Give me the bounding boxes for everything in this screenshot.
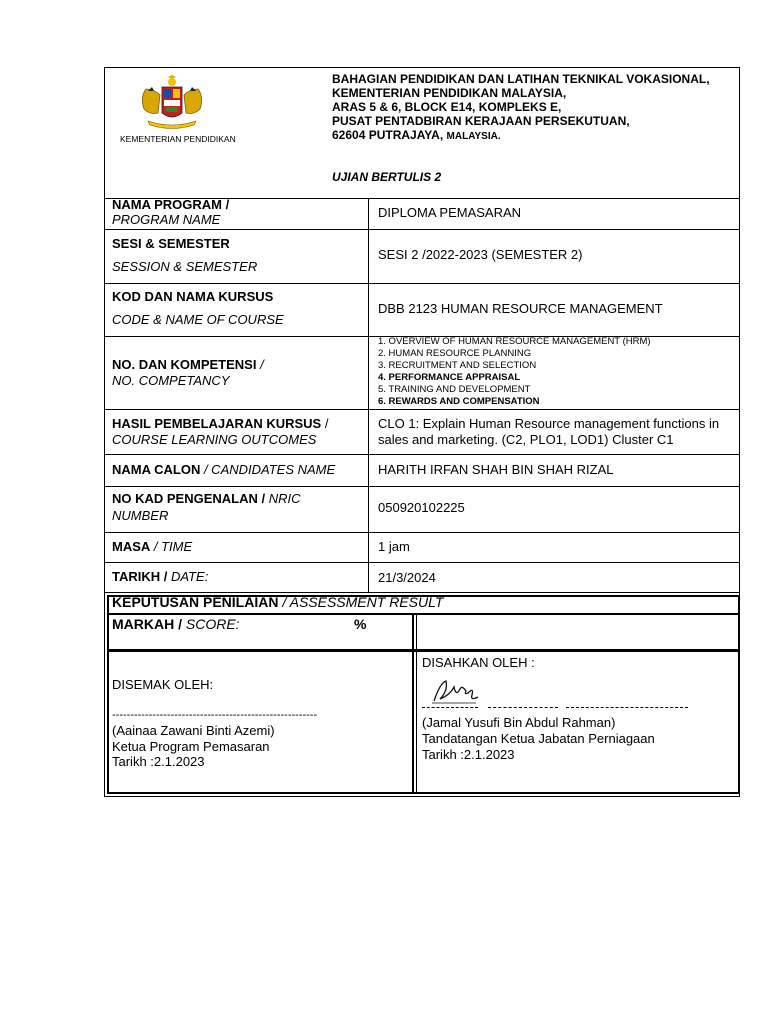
checked-by-heading: DISEMAK OLEH:: [112, 677, 214, 692]
competency-item: 6. REWARDS AND COMPENSATION: [378, 396, 540, 407]
nric-label: [112, 492, 301, 507]
date-label-en: DATE:: [167, 569, 209, 584]
competency-item: 2. HUMAN RESOURCE PLANNING: [378, 348, 532, 359]
approved-by-signature-line: [488, 707, 558, 708]
approved-by-signature-line: [422, 707, 478, 708]
row-divider: [104, 532, 740, 533]
candidate-label-en: / CANDIDATES NAME: [200, 462, 336, 477]
clo-label-en: COURSE LEARNING OUTCOMES: [112, 432, 317, 447]
course-label-ms: KOD DAN NAMA KURSUS: [112, 289, 274, 304]
checked-by-date: Tarikh :2.1.2023: [112, 754, 205, 769]
nric-label-en: NRIC: [265, 491, 301, 506]
program-value: DIPLOMA PEMASARAN: [378, 205, 522, 220]
candidate-label: [112, 463, 335, 478]
clo-label-ms: HASIL PEMBELAJARAN KURSUS: [112, 416, 322, 431]
approved-by-signature: [430, 677, 482, 707]
clo-value-line-2: sales and marketing. (C2, PLO1, LOD1) Cluster C1: [378, 432, 674, 447]
competency-label-sep: /: [256, 357, 264, 372]
row-divider: [104, 454, 740, 455]
time-label: [112, 540, 192, 555]
approved-by-position: Tandatangan Ketua Jabatan Perniagaan: [422, 731, 655, 746]
date-label: [112, 570, 208, 585]
address-line-5: [332, 129, 501, 142]
score-percent-unit: %: [354, 616, 367, 632]
address-line-2: KEMENTERIAN PENDIDIKAN MALAYSIA,: [332, 86, 567, 100]
clo-label-sep: /: [321, 416, 329, 431]
column-divider: [368, 198, 369, 592]
clo-value-line-1: CLO 1: Explain Human Resource management functions in: [378, 416, 720, 431]
session-label-en: SESSION & SEMESTER: [112, 259, 258, 274]
course-value: DBB 2123 HUMAN RESOURCE MANAGEMENT: [378, 301, 663, 316]
session-value: SESI 2 /2022-2023 (SEMESTER 2): [378, 247, 583, 262]
assessment-title: [112, 595, 443, 611]
row-divider: [104, 486, 740, 487]
approved-by-name: (Jamal Yusufi Bin Abdul Rahman): [422, 715, 616, 730]
row-divider: [104, 592, 740, 593]
assessment-divider: [107, 651, 740, 652]
approved-by-heading: DISAHKAN OLEH :: [422, 655, 535, 670]
approved-by-signature-line: [566, 707, 688, 708]
competency-label-en: NO. COMPETANCY: [112, 373, 230, 388]
checked-by-signature-line: --------------------------------------------------------: [112, 709, 318, 721]
logo-caption: KEMENTERIAN PENDIDIKAN: [120, 134, 236, 144]
time-label-en: / TIME: [150, 539, 193, 554]
score-label-en: SCORE:: [182, 616, 240, 632]
assessment-column-divider: [416, 613, 417, 794]
nric-label-en-2: NUMBER: [112, 508, 169, 523]
time-value: 1 jam: [378, 539, 410, 554]
clo-label: [112, 417, 328, 432]
row-divider: [104, 409, 740, 410]
exam-title: UJIAN BERTULIS 2: [332, 170, 442, 184]
competency-item: 4. PERFORMANCE APPRAISAL: [378, 372, 521, 383]
assessment-column-divider: [412, 613, 414, 794]
address-line-1: BAHAGIAN PENDIDIKAN DAN LATIHAN TEKNIKAL VOKASIONAL,: [332, 72, 710, 86]
score-label-ms: MARKAH /: [112, 616, 182, 632]
competency-item: 3. RECRUITMENT AND SELECTION: [378, 360, 537, 371]
competency-label: [112, 358, 264, 373]
session-label-ms: SESI & SEMESTER: [112, 236, 230, 251]
competency-item: 5. TRAINING AND DEVELOPMENT: [378, 384, 531, 395]
time-label-ms: MASA: [112, 539, 151, 554]
assessment-divider: [107, 613, 740, 615]
postcode-city: 62604 PUTRAJAYA,: [332, 128, 444, 142]
candidate-label-ms: NAMA CALON: [112, 462, 201, 477]
row-divider: [104, 283, 740, 284]
country: MALAYSIA.: [446, 131, 501, 142]
date-label-ms: TARIKH /: [112, 569, 168, 584]
assessment-title-en: / ASSESSMENT RESULT: [278, 594, 444, 610]
address-line-3: ARAS 5 & 6, BLOCK E14, KOMPLEKS E,: [332, 100, 562, 114]
program-label-en: PROGRAM NAME: [112, 212, 221, 227]
address-line-4: PUSAT PENTADBIRAN KERAJAAN PERSEKUTUAN,: [332, 114, 630, 128]
row-divider: [104, 229, 740, 230]
assessment-title-ms: KEPUTUSAN PENILAIAN: [112, 594, 279, 610]
approved-by-date: Tarikh :2.1.2023: [422, 747, 515, 762]
candidate-value: HARITH IRFAN SHAH BIN SHAH RIZAL: [378, 462, 614, 477]
course-label-en: CODE & NAME OF COURSE: [112, 312, 284, 327]
malaysia-coat-of-arms-logo: [134, 75, 210, 137]
checked-by-position: Ketua Program Pemasaran: [112, 739, 270, 754]
checked-by-name: (Aainaa Zawani Binti Azemi): [112, 723, 275, 738]
nric-label-ms: NO KAD PENGENALAN /: [112, 491, 266, 506]
nric-value: 050920102225: [378, 500, 465, 515]
date-value: 21/3/2024: [378, 570, 436, 585]
score-label: [112, 617, 240, 633]
row-divider: [104, 562, 740, 563]
competency-label-ms: NO. DAN KOMPETENSI: [112, 357, 257, 372]
competency-item: 1. OVERVIEW OF HUMAN RESOURCE MANAGEMENT (HRM): [378, 336, 651, 347]
program-label-ms: NAMA PROGRAM /: [112, 197, 230, 212]
exam-cover-sheet: [104, 67, 740, 797]
